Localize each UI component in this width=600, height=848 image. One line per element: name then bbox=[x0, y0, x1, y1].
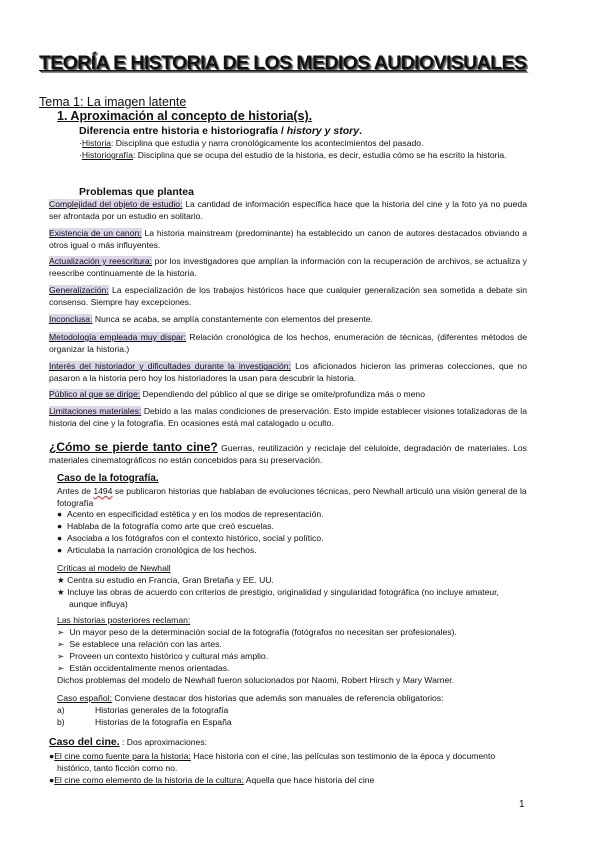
criticas-heading-text: Críticas al modelo de Newhall bbox=[57, 563, 171, 573]
como-heading: ¿Cómo se pierde tanto cine? bbox=[49, 440, 218, 454]
document-title: TEORÍA E HISTORIA DE LOS MEDIOS AUDIOVISUALES bbox=[39, 52, 527, 74]
intro-text-a: Antes de bbox=[57, 486, 94, 496]
problema-label: Actualización y reescritura: bbox=[49, 256, 153, 266]
problema-text: La historia mainstream (predominante) ha establecido un canon de autores destacados obviando a otros igual o más influyentes. bbox=[49, 228, 528, 250]
problema-text: La cantidad de información específica hace que la historia del cine y la foto ya no pueda ser afrontada por un estudio en solitario. bbox=[49, 199, 527, 221]
list-item bbox=[49, 775, 527, 787]
problema-item bbox=[49, 361, 527, 384]
problema-text: Dependiendo del público al que se dirige se omite/profundiza más o meno bbox=[140, 389, 425, 399]
cine-item-label: El cine como fuente para la historia: bbox=[54, 751, 191, 761]
cine-heading-rest: : Dos aproximaciones: bbox=[119, 737, 208, 747]
list-mark: b) bbox=[57, 717, 65, 727]
star-icon: ★ bbox=[57, 575, 65, 585]
list-item bbox=[57, 545, 527, 557]
problemas-heading: Problemas que plantea bbox=[79, 186, 194, 198]
bullet-dot-icon: ● bbox=[49, 751, 55, 761]
problema-text: Debido a las malas condiciones de preservación. Esto impide establecer visiones totalizadoras de la historia del cine y la fotografía. En ocasiones está mal catalogado u oculto. bbox=[49, 406, 527, 428]
problema-item bbox=[49, 256, 527, 279]
tema-heading: Tema 1: La imagen latente bbox=[39, 95, 187, 109]
problema-item bbox=[49, 199, 527, 222]
list-item bbox=[57, 705, 527, 717]
problema-label: Limitaciones materiales: bbox=[49, 406, 142, 416]
espanol-paragraph bbox=[57, 693, 527, 705]
list-item-text: Un mayor peso de la determinación social de la fotografía (fotógrafos no necesitan ser profesionales). bbox=[69, 627, 457, 637]
problema-text: La especialización de los trabajos históricos hace que cualquier generalización sea sometida a debate sin consenso. Siempre hay excepciones. bbox=[49, 285, 527, 307]
como-paragraph bbox=[49, 442, 527, 466]
sep-icon: · bbox=[79, 150, 82, 160]
intro-text-b: se publicaron historias que hablaban de evoluciones técnicas, pero Newhall articuló una visión general de la fotografía bbox=[57, 486, 527, 508]
cine-item-text: Aquella que hace historia del cine bbox=[243, 775, 375, 785]
cine-heading-text: Caso del cine. bbox=[49, 736, 120, 748]
fotografia-heading: Caso de la fotografía. bbox=[57, 473, 159, 484]
problema-label: Complejidad del objeto de estudio: bbox=[49, 199, 183, 209]
problema-label: Interés del historiador y dificultades durante la investigación: bbox=[49, 361, 291, 371]
problema-label: Generalización: bbox=[49, 285, 109, 295]
espanol-text: Conviene destacar dos historias que además son manuales de referencia obligatorios: bbox=[111, 693, 444, 703]
historia-label: Historia bbox=[81, 138, 112, 148]
espanol-label: Caso español: bbox=[57, 693, 112, 703]
list-item bbox=[57, 521, 527, 533]
historiografia-text: : Disciplina que se ocupa del estudio de la historia, es decir, estudia cómo se ha escrito la historia. bbox=[132, 150, 507, 160]
problema-label: Metodología empleada muy dispar: bbox=[49, 332, 187, 342]
diferencia-heading-end: . bbox=[359, 125, 363, 137]
list-item bbox=[57, 509, 527, 521]
list-item bbox=[57, 717, 527, 729]
list-item-text: Proveen un contexto histórico y cultural más amplio. bbox=[69, 651, 269, 661]
list-item bbox=[57, 639, 527, 651]
intro-year: 1494 bbox=[93, 486, 113, 496]
problema-text: por los investigadores que amplían la información con la recuperación de archivos, se actualiza y reescribe continuamente de la historia. bbox=[49, 256, 527, 278]
list-item-text: Historias generales de la fotografía bbox=[95, 705, 229, 715]
list-item-text: Centra su estudio en Francia, Gran Bretaña y EE. UU. bbox=[67, 575, 274, 585]
historiografia-label: Historiografía bbox=[81, 150, 133, 160]
list-item-text: Asociaba a los fotógrafos con el contexto histórico, social y político. bbox=[67, 533, 324, 543]
problema-text: Los aficionados hicieron las primeras colecciones, que no pasaron a la historia pero hoy los historiadores la usan para descubrir la historia. bbox=[49, 361, 527, 383]
cine-heading bbox=[49, 737, 519, 749]
diferencia-heading bbox=[79, 125, 362, 137]
list-item-text: Historias de la fotografía en España bbox=[95, 717, 232, 727]
list-item-text: Articulaba la narración cronológica de los hechos. bbox=[67, 545, 257, 555]
historia-text: : Disciplina que estudia y narra cronológicamente los acontecimientos del pasado. bbox=[111, 138, 424, 148]
problema-label: Inconclusa: bbox=[49, 314, 93, 324]
arrow-icon: ➢ bbox=[57, 663, 65, 673]
list-item-text: Incluye las obras de acuerdo con criterios de prestigio, originalidad y singularidad fotográfica (no incluye amateur, aunque influya) bbox=[67, 587, 499, 609]
historiografia-definition bbox=[79, 150, 525, 162]
problema-item bbox=[49, 285, 527, 308]
fotografia-intro bbox=[57, 486, 527, 509]
list-item-text: Se establece una relación con las artes. bbox=[69, 639, 222, 649]
bullet-dot-icon: ● bbox=[57, 533, 63, 543]
sep-icon: · bbox=[79, 138, 82, 148]
list-item bbox=[57, 627, 527, 639]
historia-definition bbox=[79, 138, 525, 150]
list-item bbox=[57, 587, 527, 610]
list-item bbox=[57, 663, 527, 675]
list-item bbox=[57, 575, 527, 587]
arrow-icon: ➢ bbox=[57, 639, 65, 649]
problema-item bbox=[49, 314, 527, 326]
arrow-icon: ➢ bbox=[57, 651, 65, 661]
solucion-text: Dichos problemas del modelo de Newhall fueron solucionados por Naomi, Robert Hirsch y Mary Warner. bbox=[57, 675, 455, 685]
page-number: 1 bbox=[519, 799, 525, 810]
list-item-text: Acento en especificidad estética y en los modos de representación. bbox=[67, 509, 324, 519]
cine-item-label: El cine como elemento de la historia de la cultura: bbox=[54, 775, 244, 785]
problema-item bbox=[49, 228, 527, 251]
diferencia-heading-italic: history y story bbox=[286, 125, 360, 137]
bullet-dot-icon: ● bbox=[57, 521, 63, 531]
list-item-text: Están occidentalmente menos orientadas. bbox=[69, 663, 230, 673]
bullet-dot-icon: ● bbox=[49, 775, 55, 785]
criticas-heading bbox=[57, 563, 527, 575]
star-icon: ★ bbox=[57, 587, 65, 597]
posteriores-heading-text: Las historias posteriores reclaman: bbox=[57, 615, 191, 625]
como-text: Guerras, reutilización y reciclaje del celuloide, degradación de materiales. Los materiales cinematográficos no están concebidos para su preservación. bbox=[49, 443, 527, 465]
arrow-icon: ➢ bbox=[57, 627, 65, 637]
list-mark: a) bbox=[57, 705, 65, 715]
list-item-text: Hablaba de la fotografía como arte que creó escuelas. bbox=[67, 521, 274, 531]
problema-text: Nunca se acaba, se amplía constantemente con elementos del presente. bbox=[92, 314, 373, 324]
section-heading: 1. Aproximación al concepto de historia(s). bbox=[57, 109, 313, 123]
cine-item-text: Hace historia con el cine, las películas son testimonio de la época y documento histórico, tanto ficción como no. bbox=[57, 751, 496, 773]
bullet-dot-icon: ● bbox=[57, 545, 63, 555]
list-item bbox=[49, 751, 527, 774]
problema-text: Relación cronológica de los hechos, enumeración de técnicas, (diferentes métodos de organizar la historia.) bbox=[49, 332, 527, 354]
problema-item bbox=[49, 406, 527, 429]
list-item bbox=[57, 533, 527, 545]
bullet-dot-icon: ● bbox=[57, 509, 63, 519]
list-item bbox=[57, 651, 527, 663]
problema-label: Público al que se dirige: bbox=[49, 389, 141, 399]
posteriores-heading bbox=[57, 615, 527, 627]
diferencia-heading-a: Diferencia entre historia e historiografía / bbox=[79, 125, 287, 137]
problema-label: Existencia de un canon: bbox=[49, 228, 142, 238]
problema-item bbox=[49, 389, 527, 401]
problema-item bbox=[49, 332, 527, 355]
